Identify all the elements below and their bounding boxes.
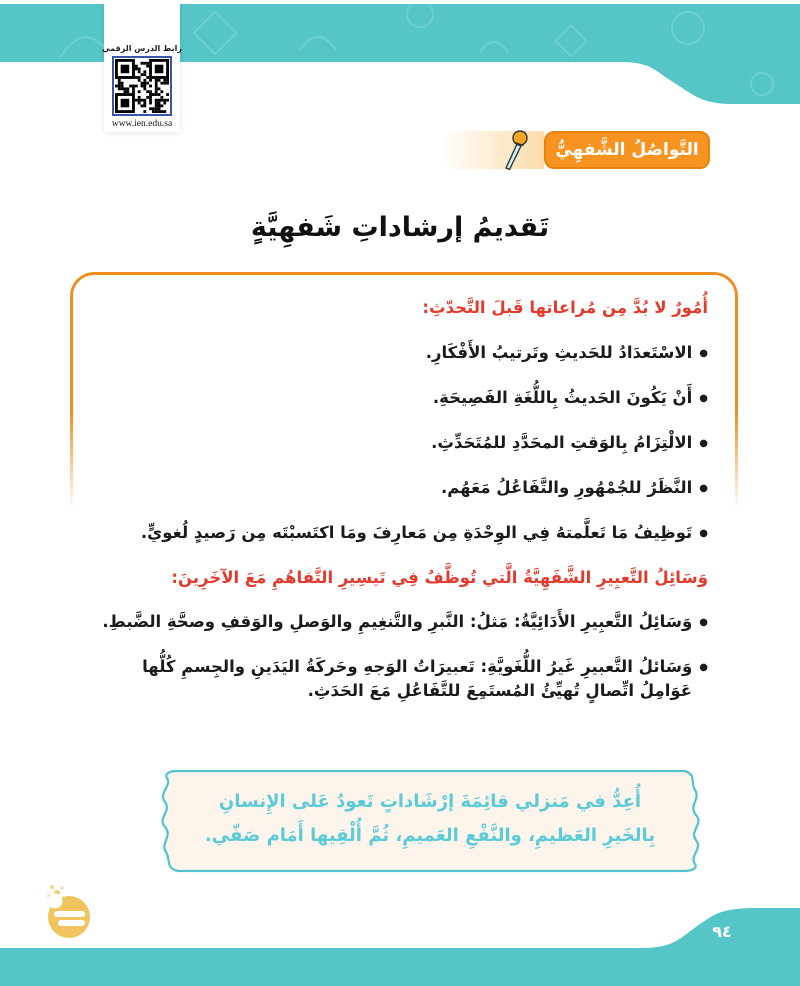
qr-code-frame (112, 56, 172, 116)
content-box (70, 272, 738, 724)
publisher-logo (42, 884, 94, 940)
bullet-item: ● وَسَائِلُ التَّعبِيرِ الأَدَائِيَّةُ: مَثلُ: النَّبرِ والتَّنغِيمِ والوَصلِ والوَقفِ وصحَّةِ الضَّبطِ. (88, 610, 708, 634)
page-title: تَقديمُ إرشاداتِ شَفهِيَّةٍ (250, 212, 550, 243)
activity-box (152, 768, 708, 874)
qr-card-label: رابط الدرس الرقمي (102, 44, 182, 53)
bullet-item: ● أَنْ يَكُونَ الحَديثُ بِاللُّغَةِ الفَصِيحَةِ. (88, 386, 708, 410)
microphone-icon (496, 128, 530, 174)
qr-code (115, 59, 169, 113)
qr-card-url: www.ien.edu.sa (111, 119, 173, 129)
lesson-badge-group (440, 131, 710, 169)
bullet-item: ● النَّظَرُ للجُمْهُورِ والتَّفَاعُلُ مَعَهُم. (88, 476, 708, 500)
bullet-item: ● الاسْتَعدَادُ للحَديثِ وتَرتيبُ الأَفْكَارِ. (88, 341, 708, 365)
footer-band (0, 906, 800, 986)
section-heading: أُمُورٌ لا بُدَّ مِن مُراعاتها قَبلَ التَّحدّثِ: (422, 298, 708, 317)
section-heading: وَسَائِلُ التَّعبِيرِ الشَّفَهِيَّةُ الَّتي تُوظَّفُ فِي تَيسِيرِ التَّفاهُمِ مَعَ الآخَرِينَ: (171, 567, 708, 587)
bullet-item: ● تَوظِيفُ مَا تَعلَّمتهُ فِي الوِحْدَةِ مِن مَعارِفَ ومَا اكتَسبْتَه مِن رَصيدٍ لُغويٍّ. (88, 521, 708, 545)
bullet-item: ● وَسَائلُ التَّعبيرِ غَيرُ اللُّغَويَّةِ: تَعبيرَاتُ الوَجهِ وحَركَةُ اليَدَينِ والجِسمِ كُلُّها عَوَامِلُ اتِّصالٍ تُهيِّئُ المُستَمِعَ للتَّفَاعُلِ مَعَ الحَدَثِ. (88, 655, 708, 703)
bullet-item: ● الالْتِزَامُ بِالوَقتِ المحَدَّدِ للمُتَحَدِّثِ. (88, 431, 708, 455)
activity-text: أُعِدُّ في مَنزلي قائِمَةَ إرْشَاداتٍ تَعودُ عَلى الإِنسانِ بِالخَيرِ العَظيمِ، والنَّفْعِ العَميمِ، ثُمَّ أُلْقِيها أَمَام صَفّي. (204, 790, 656, 846)
qr-card (104, 0, 180, 132)
badge-tail (440, 131, 544, 169)
lesson-badge: التَّواصُلُ الشَّفهِيُّ (544, 131, 710, 169)
page-number: ٩٤ (712, 922, 732, 941)
